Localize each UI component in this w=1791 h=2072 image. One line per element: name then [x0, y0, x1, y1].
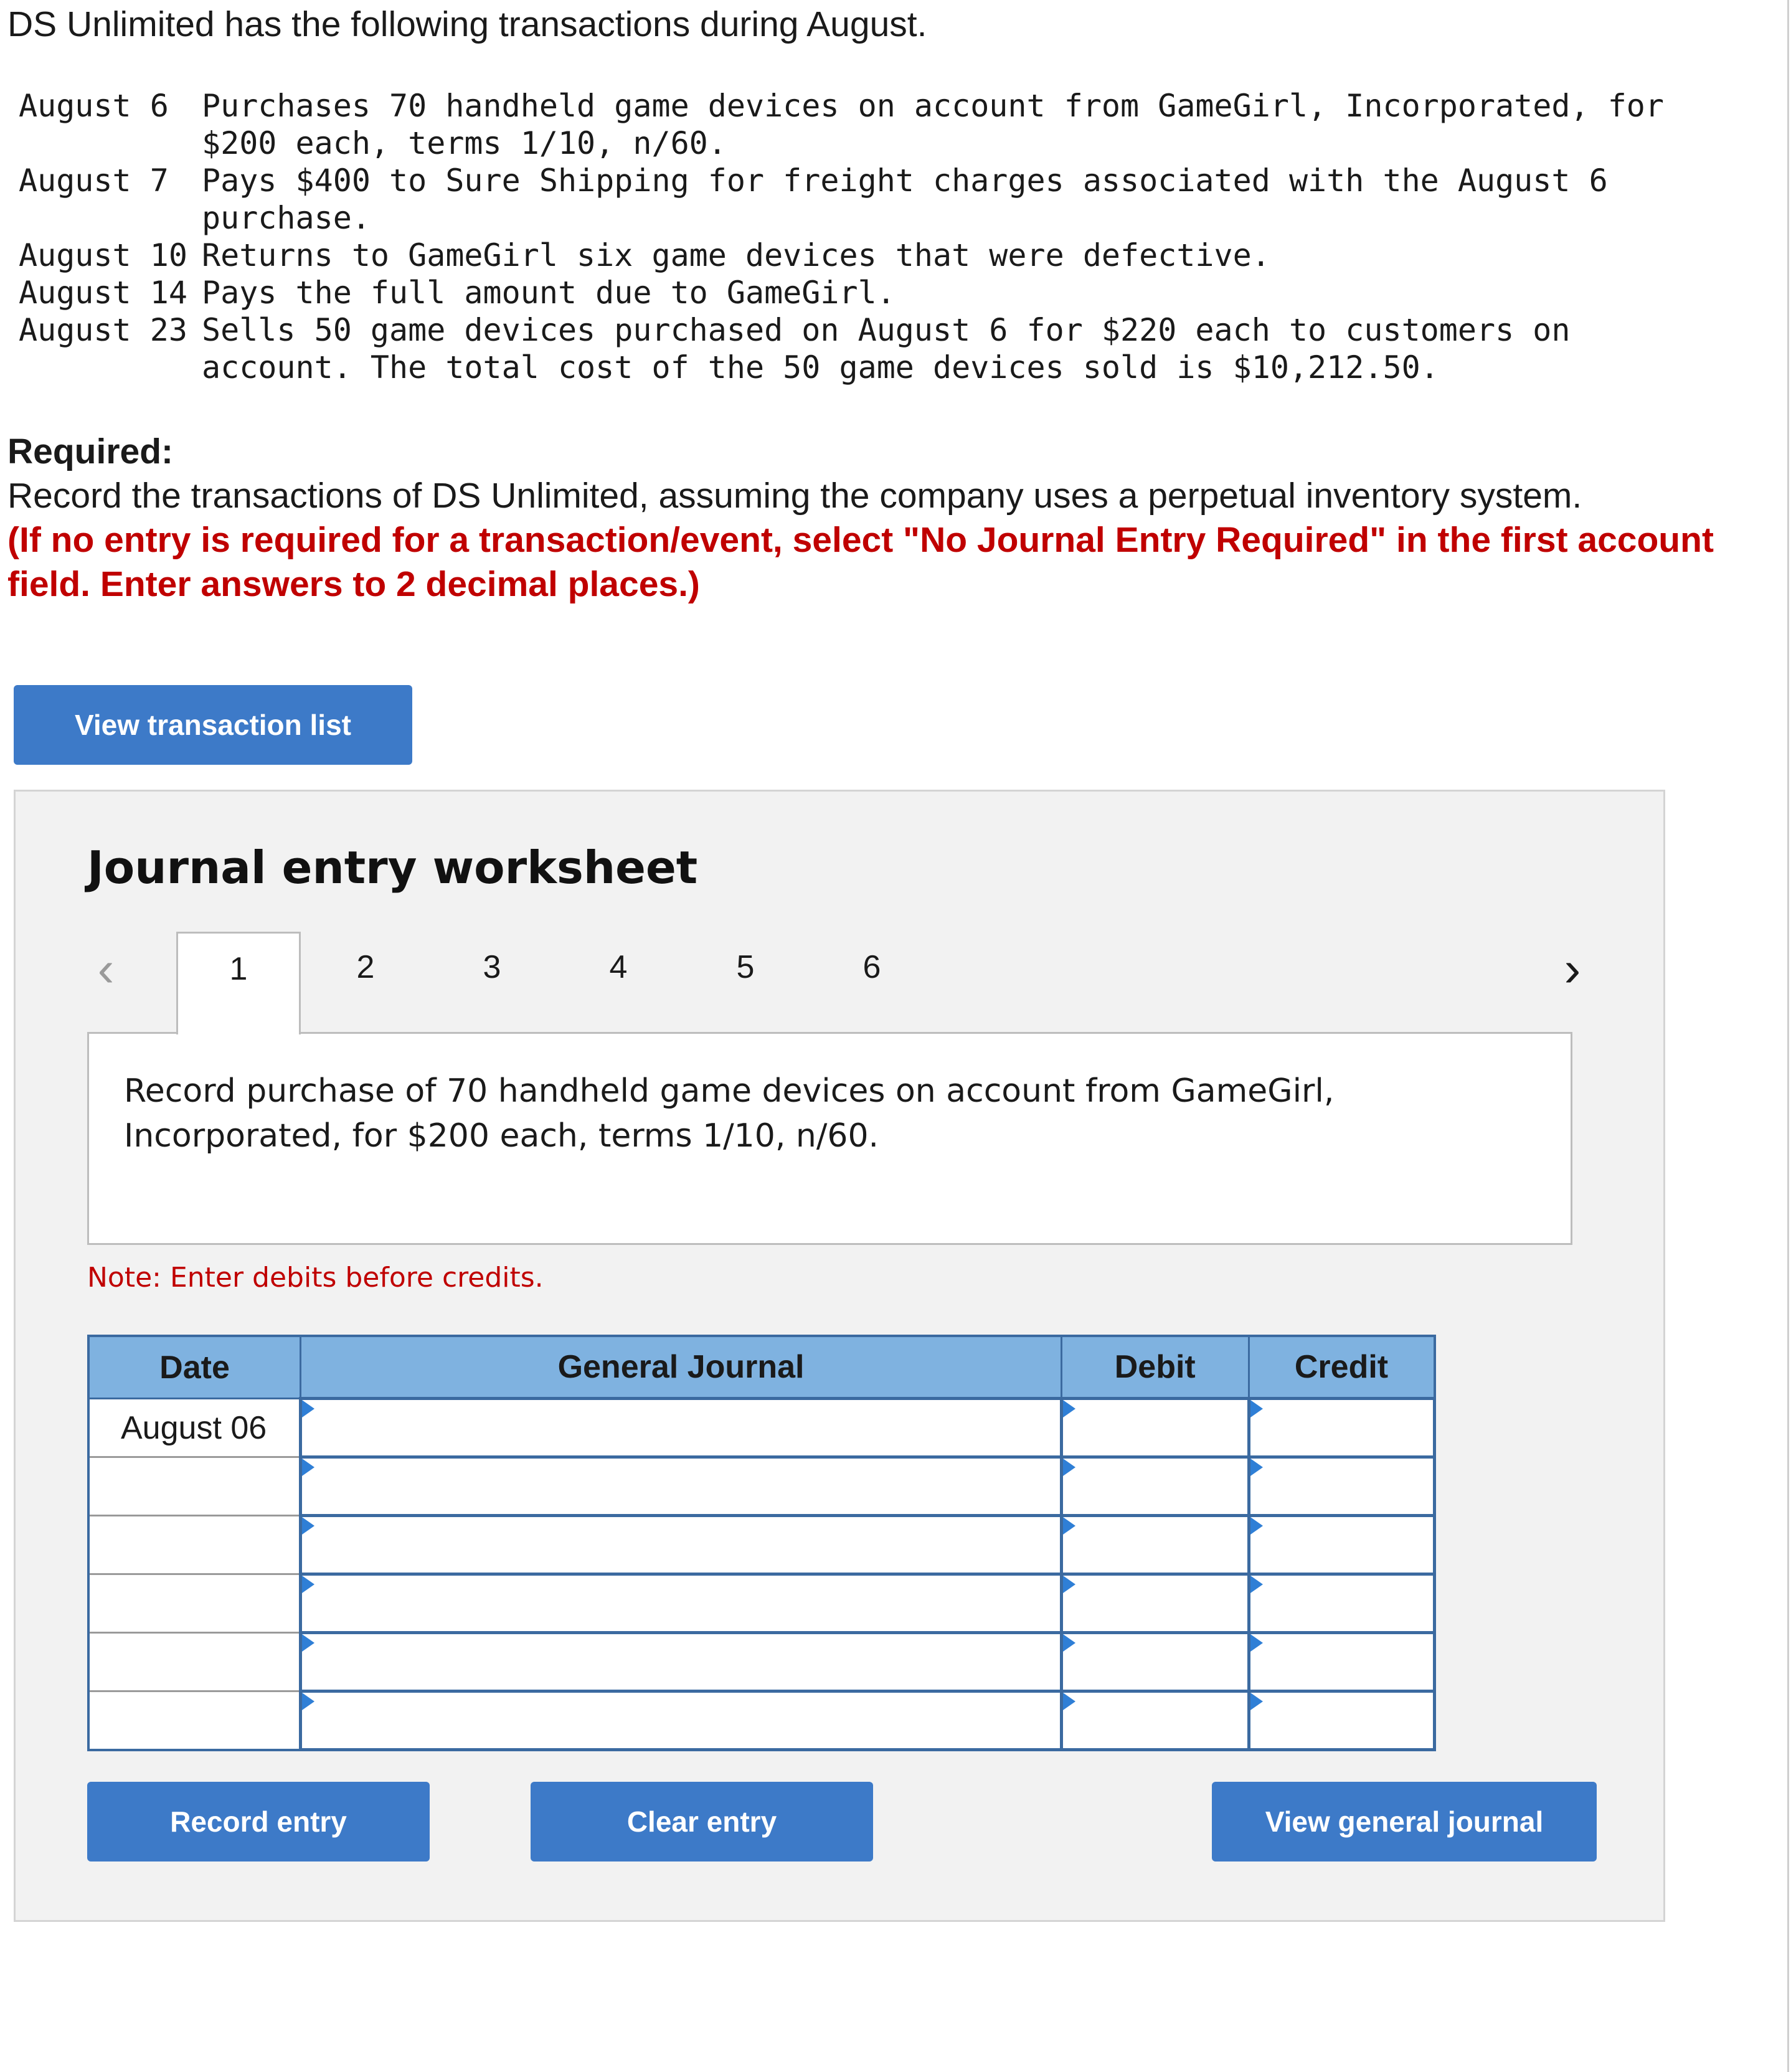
journal-row — [88, 1399, 1435, 1457]
dropdown-marker-icon — [302, 1400, 314, 1417]
journal-header-row — [88, 1336, 1435, 1399]
account-input[interactable] — [302, 1400, 1060, 1455]
input-marker-icon — [1250, 1634, 1263, 1652]
tab-1[interactable]: 1 — [176, 932, 301, 1034]
transaction-row — [19, 274, 1734, 311]
credit-input[interactable] — [1250, 1634, 1434, 1690]
transaction-date: August 6 — [19, 88, 169, 124]
input-marker-icon — [1250, 1693, 1263, 1710]
transaction-description: Pays the full amount due to GameGirl. — [202, 275, 896, 311]
debit-cell — [1062, 1516, 1249, 1574]
input-marker-icon — [1250, 1459, 1263, 1476]
transaction-row — [19, 87, 1734, 162]
debit-cell — [1062, 1399, 1249, 1457]
input-marker-icon — [1063, 1634, 1075, 1652]
input-marker-icon — [1063, 1576, 1075, 1593]
general-journal-column-header: General Journal — [301, 1336, 1062, 1399]
transaction-description: Pays $400 to Sure Shipping for freight charges associated with the August 6 purchase. — [202, 163, 1608, 236]
account-cell — [301, 1399, 1062, 1457]
debit-input[interactable] — [1063, 1576, 1247, 1631]
account-cell — [301, 1574, 1062, 1633]
debit-input[interactable] — [1063, 1459, 1247, 1514]
required-section — [7, 430, 1776, 607]
input-marker-icon — [1063, 1400, 1075, 1417]
debit-cell — [1062, 1457, 1249, 1516]
transaction-list — [19, 87, 1734, 386]
debit-input[interactable] — [1063, 1634, 1247, 1690]
debit-column-header: Debit — [1062, 1336, 1249, 1399]
credit-input[interactable] — [1250, 1576, 1434, 1631]
transaction-date: August 10 — [19, 237, 187, 273]
debit-cell — [1062, 1574, 1249, 1633]
journal-date-cell — [88, 1574, 301, 1633]
dropdown-marker-icon — [302, 1517, 314, 1535]
account-cell — [301, 1633, 1062, 1691]
journal-date-cell — [88, 1516, 301, 1574]
journal-row — [88, 1457, 1435, 1516]
account-input[interactable] — [302, 1693, 1060, 1748]
journal-date-cell — [88, 1633, 301, 1691]
required-title: Required: — [7, 432, 174, 471]
transaction-date: August 7 — [19, 163, 169, 199]
transaction-row — [19, 311, 1734, 386]
credit-input[interactable] — [1250, 1459, 1434, 1514]
date-column-header: Date — [88, 1336, 301, 1399]
credit-input[interactable] — [1250, 1400, 1434, 1455]
journal-row — [88, 1574, 1435, 1633]
transaction-row — [19, 162, 1734, 237]
credit-input[interactable] — [1250, 1693, 1434, 1748]
journal-table — [87, 1335, 1436, 1751]
account-input[interactable] — [302, 1634, 1060, 1690]
record-entry-button[interactable]: Record entry — [87, 1782, 430, 1861]
transaction-description: Sells 50 game devices purchased on August 6 for $220 each to customers on account. The total cost of the 50 game devices sold is $10,212.50. — [202, 312, 1571, 386]
debits-note: Note: Enter debits before credits. — [87, 1262, 544, 1294]
account-input[interactable] — [302, 1576, 1060, 1631]
journal-date-cell — [88, 1457, 301, 1516]
input-marker-icon — [1063, 1517, 1075, 1535]
transaction-description: Purchases 70 handheld game devices on account from GameGirl, Incorporated, for $200 each, terms 1/10, n/60. — [202, 88, 1664, 161]
dropdown-marker-icon — [302, 1693, 314, 1710]
account-input[interactable] — [302, 1517, 1060, 1573]
tab-6[interactable]: 6 — [862, 949, 881, 985]
input-marker-icon — [1250, 1400, 1263, 1417]
transaction-row — [19, 237, 1734, 274]
journal-entry-worksheet — [14, 790, 1665, 1922]
journal-row — [88, 1516, 1435, 1574]
transaction-date: August 23 — [19, 312, 187, 348]
account-cell — [301, 1691, 1062, 1750]
dropdown-marker-icon — [302, 1459, 314, 1476]
journal-date-cell: August 06 — [88, 1399, 301, 1457]
input-marker-icon — [1250, 1517, 1263, 1535]
entry-description: Record purchase of 70 handheld game devices on account from GameGirl, Incorporated, for $200 each, terms 1/10, n/60. — [124, 1072, 1335, 1155]
clear-entry-button[interactable]: Clear entry — [531, 1782, 873, 1861]
page-right-border — [1787, 0, 1789, 2072]
debit-input[interactable] — [1063, 1693, 1247, 1748]
journal-row — [88, 1633, 1435, 1691]
debit-input[interactable] — [1063, 1517, 1247, 1573]
entry-description-box — [87, 1032, 1572, 1245]
required-note: (If no entry is required for a transaction/event, select "No Journal Entry Required" in the first account field. Enter answers to 2 decimal places.) — [7, 520, 1714, 604]
transaction-description: Returns to GameGirl six game devices that were defective. — [202, 237, 1270, 273]
account-input[interactable] — [302, 1459, 1060, 1514]
journal-row — [88, 1691, 1435, 1750]
input-marker-icon — [1250, 1576, 1263, 1593]
chevron-left-icon[interactable]: ‹ — [97, 941, 115, 996]
credit-cell — [1249, 1574, 1435, 1633]
transaction-date: August 14 — [19, 275, 187, 311]
tab-5[interactable]: 5 — [736, 949, 755, 985]
tab-3[interactable]: 3 — [483, 949, 501, 985]
account-cell — [301, 1457, 1062, 1516]
required-text: Record the transactions of DS Unlimited, assuming the company uses a perpetual inventory system. — [7, 476, 1582, 516]
view-general-journal-button[interactable]: View general journal — [1212, 1782, 1597, 1861]
input-marker-icon — [1063, 1693, 1075, 1710]
tab-4[interactable]: 4 — [609, 949, 628, 985]
credit-input[interactable] — [1250, 1517, 1434, 1573]
account-cell — [301, 1516, 1062, 1574]
dropdown-marker-icon — [302, 1576, 314, 1593]
worksheet-title: Journal entry worksheet — [87, 841, 698, 894]
credit-cell — [1249, 1633, 1435, 1691]
credit-cell — [1249, 1691, 1435, 1750]
debit-cell — [1062, 1691, 1249, 1750]
input-marker-icon — [1063, 1459, 1075, 1476]
dropdown-marker-icon — [302, 1634, 314, 1652]
debit-input[interactable] — [1063, 1400, 1247, 1455]
credit-cell — [1249, 1516, 1435, 1574]
credit-column-header: Credit — [1249, 1336, 1435, 1399]
tab-2[interactable]: 2 — [356, 949, 375, 985]
chevron-right-icon[interactable]: › — [1564, 941, 1581, 996]
credit-cell — [1249, 1399, 1435, 1457]
journal-date-cell — [88, 1691, 301, 1750]
debit-cell — [1062, 1633, 1249, 1691]
intro-text: DS Unlimited has the following transactions during August. — [7, 4, 927, 44]
credit-cell — [1249, 1457, 1435, 1516]
view-transaction-list-button[interactable]: View transaction list — [14, 685, 412, 765]
